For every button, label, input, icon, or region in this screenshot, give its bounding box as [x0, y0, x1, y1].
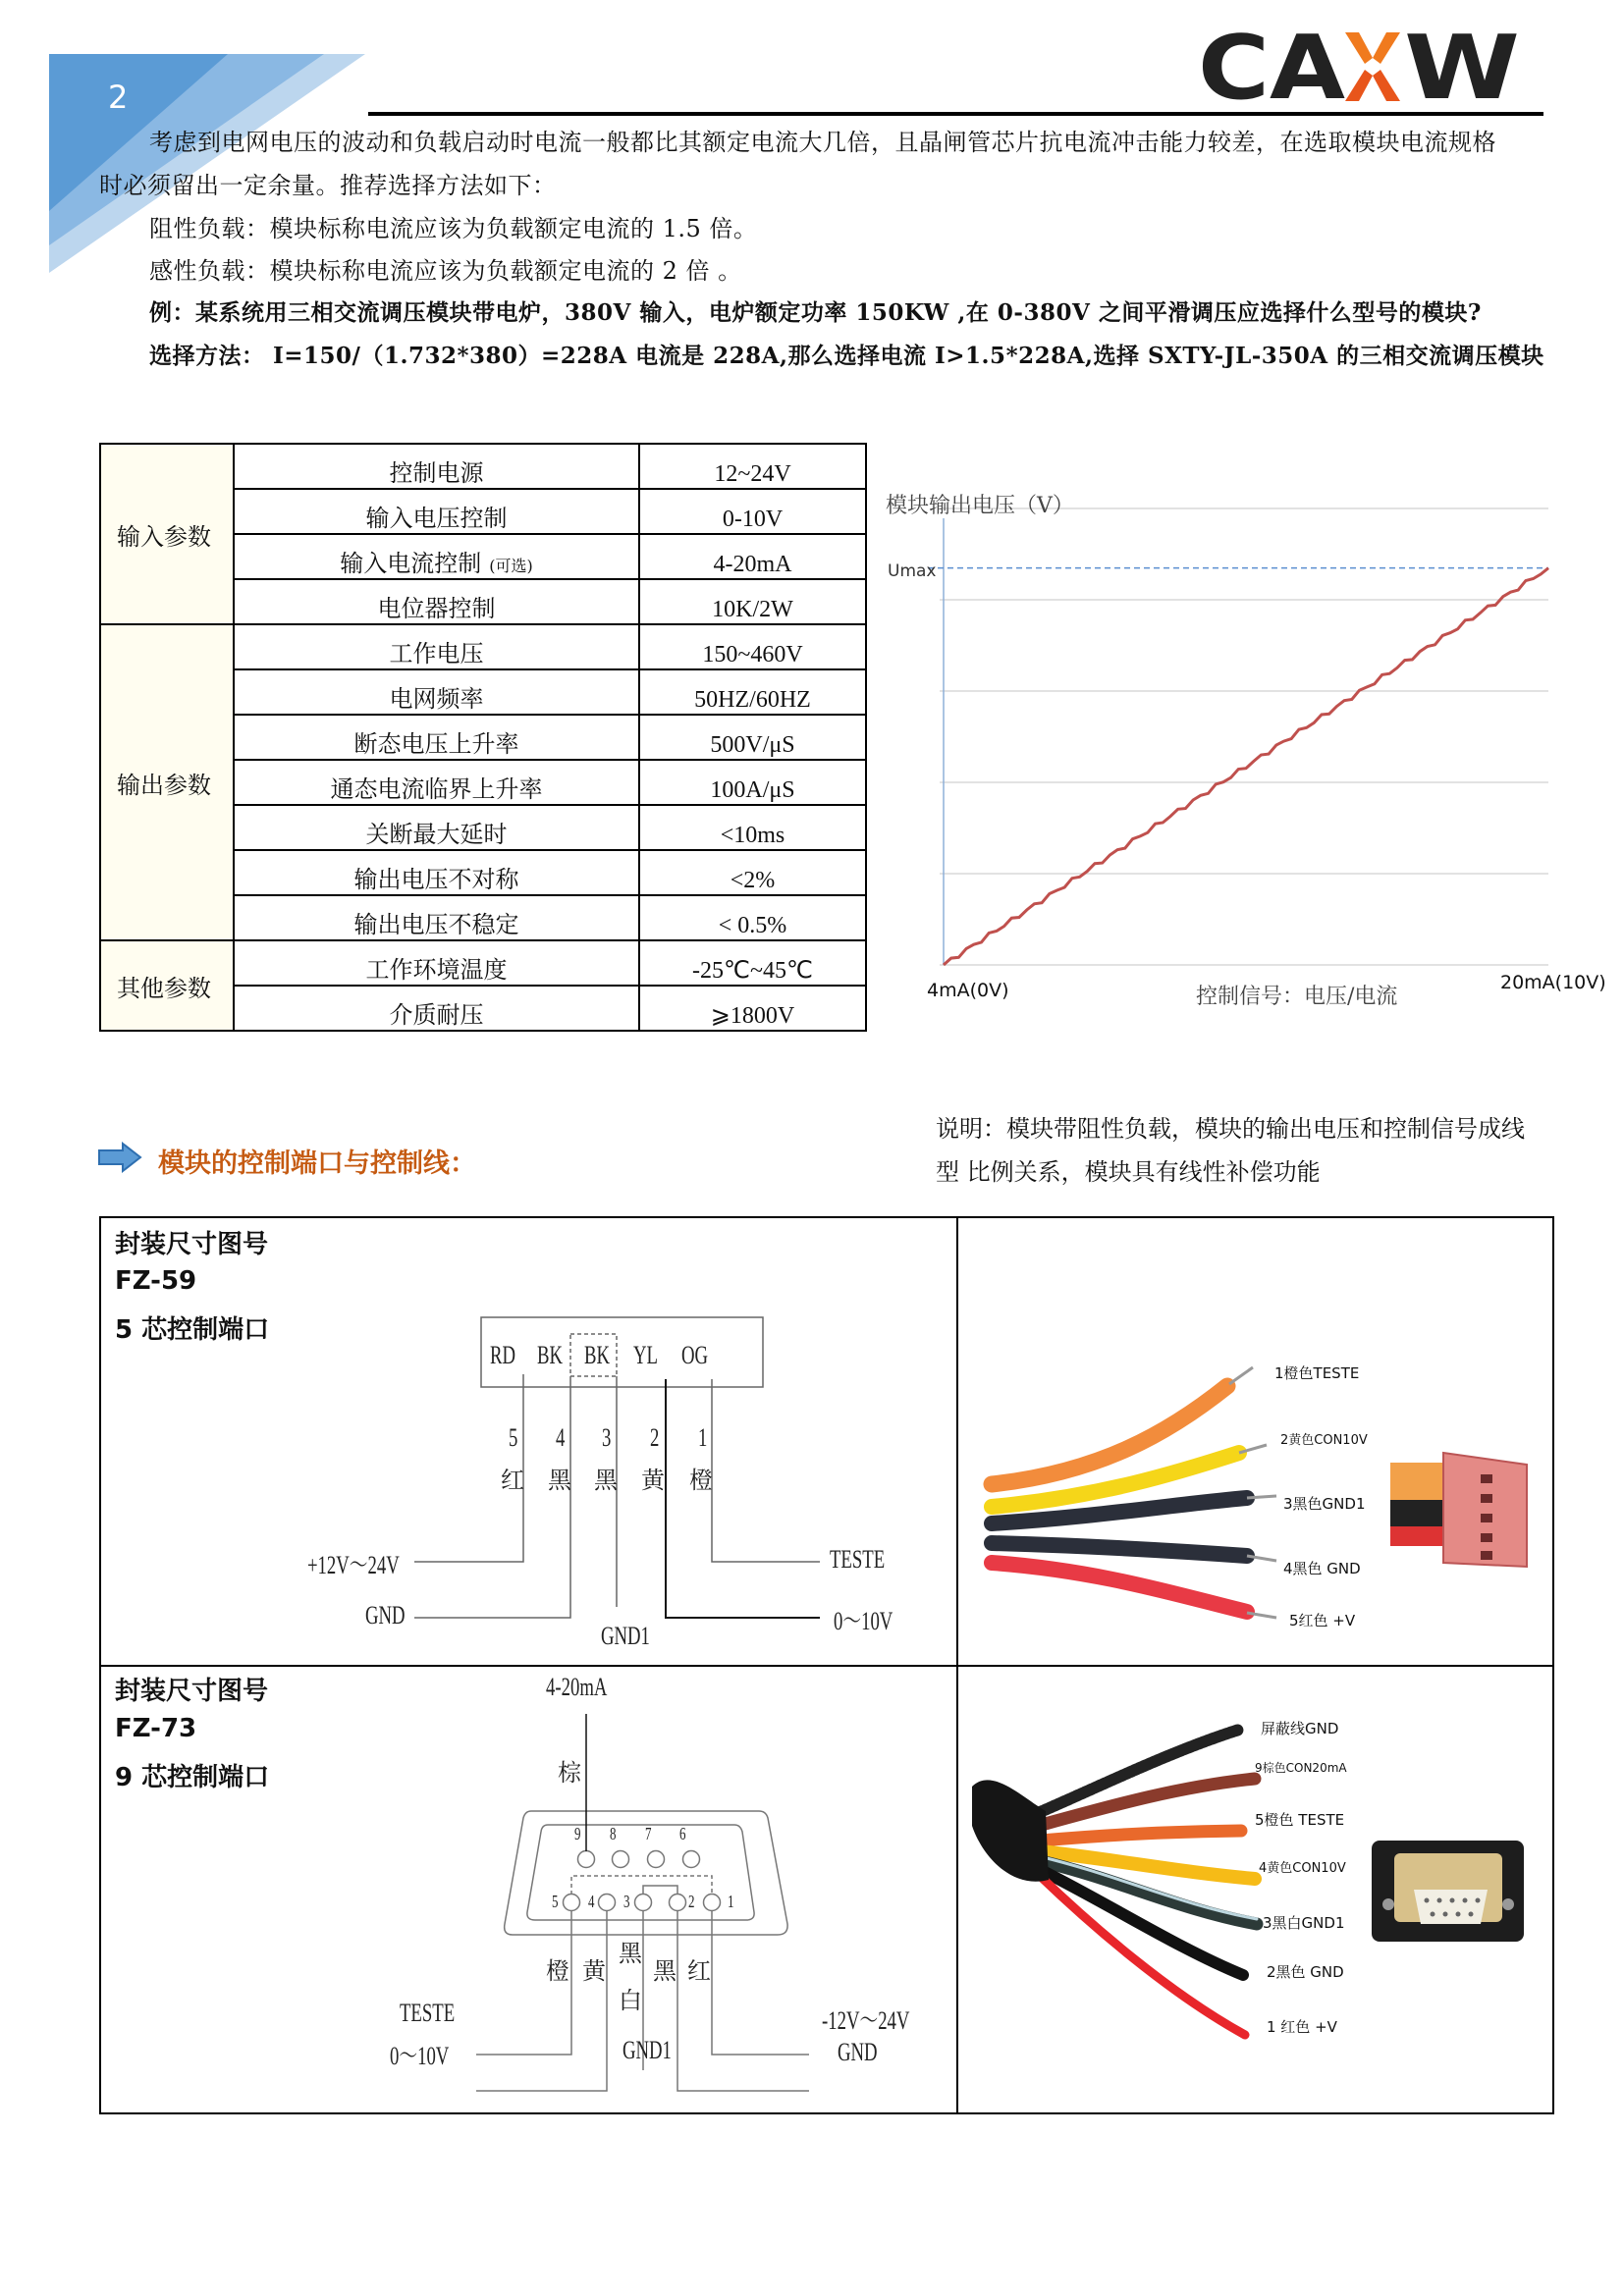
- package-model: FZ-59: [115, 1266, 197, 1296]
- spec-group-label: 输入参数: [100, 444, 234, 624]
- section-title: 模块的控制端口与控制线：: [158, 1148, 476, 1179]
- chart-x-end-label: 20mA(10V): [1500, 972, 1606, 993]
- spec-param-label: 工作环境温度: [365, 956, 508, 984]
- wire-color: 棕: [558, 1761, 581, 1787]
- pin-number: 3: [602, 1423, 612, 1452]
- ports-row-divider: [99, 1665, 1552, 1667]
- wire-code: RD: [490, 1341, 516, 1369]
- wire-label: 3黑色GND1: [1283, 1495, 1366, 1513]
- spec-param-label: 电网频率: [389, 685, 484, 713]
- spec-param-label: 输入电压控制: [365, 505, 508, 532]
- signal-gnd1: GND1: [623, 2036, 672, 2064]
- spec-param-label: 输入电流控制: [340, 550, 482, 577]
- spec-param-label: 关断最大延时: [365, 821, 508, 848]
- spec-param-value: <10ms: [639, 805, 866, 850]
- example-question: 例：某系统用三相交流调压模块带电炉，380V 输入，电炉额定功率 150KW ,在 0-380V 之间平滑调压应选择什么型号的模块?: [149, 299, 1482, 326]
- wire-code: BK: [584, 1341, 611, 1369]
- wire-label: 4黄色CON10V: [1259, 1861, 1346, 1876]
- chart-caption: 型 比例关系，模块具有线性补偿功能: [936, 1158, 1321, 1186]
- wire-color: 黄: [582, 1959, 606, 1985]
- wire-color: 黄: [641, 1468, 665, 1494]
- spec-param-value: <2%: [639, 850, 866, 895]
- wire-color: 红: [501, 1468, 524, 1494]
- signal-4-20ma: 4-20mA: [546, 1673, 608, 1701]
- pin-number: 9: [574, 1824, 581, 1843]
- package-title: 封装尺寸图号: [115, 1677, 269, 1706]
- signal-teste: TESTE: [400, 1999, 456, 2027]
- right-arrow-icon: [97, 1142, 144, 1173]
- example-method: 选择方法： I=150/（1.732*380）=228A 电流是 228A,那么选择电流 I>1.5*228A,选择 SXTY-JL-350A 的三相交流调压模块: [149, 343, 1544, 369]
- wire-label: 9棕色CON20mA: [1255, 1761, 1347, 1775]
- intro-line: 考虑到电网电压的波动和负载启动时电流一般都比其额定电流大几倍，且晶闸管芯片抗电流冲击能力较差，在选取模块电流规格: [149, 129, 1496, 156]
- spec-param-value: < 0.5%: [639, 895, 866, 940]
- pin-number: 4: [556, 1423, 566, 1452]
- svg-text:W: W: [1404, 25, 1520, 108]
- output-voltage-chart: [0, 0, 1624, 1080]
- pin-number: 1: [728, 1892, 734, 1911]
- wire-label: 1 红色 +V: [1267, 2018, 1337, 2036]
- wire-label: 4黑色 GND: [1283, 1560, 1361, 1577]
- intro-line: 感性负载：模块标称电流应该为负载额定电流的 2 倍 。: [149, 257, 742, 285]
- intro-line: 时必须留出一定余量。推荐选择方法如下：: [99, 172, 557, 199]
- spec-param-label: 工作电压: [389, 640, 484, 667]
- wire-label: 5橙色 TESTE: [1255, 1811, 1345, 1829]
- package-model: FZ-73: [115, 1714, 197, 1743]
- pin-number: 5: [552, 1892, 559, 1911]
- signal-ctrl: 0～10V: [834, 1607, 893, 1635]
- spec-param-value: 50HZ/60HZ: [639, 669, 866, 715]
- spec-param-value: 4-20mA: [639, 534, 866, 579]
- spec-param-value: 10K/2W: [639, 579, 866, 624]
- signal-gnd: GND: [838, 2038, 878, 2066]
- chart-caption: 说明：模块带阻性负载，模块的输出电压和控制信号成线: [936, 1115, 1525, 1143]
- chart-ylabel: 模块输出电压（V）: [886, 494, 1074, 518]
- signal-teste: TESTE: [830, 1545, 886, 1574]
- intro-line: 阻性负载：模块标称电流应该为负载额定电流的 1.5 倍。: [149, 215, 758, 242]
- wire-color: 黑: [619, 1942, 642, 1967]
- spec-param-value: 12~24V: [639, 444, 866, 489]
- wire-color: 黑: [548, 1468, 571, 1494]
- wire-label: 5红色 +V: [1289, 1612, 1356, 1629]
- port-count: 9 芯控制端口: [115, 1763, 270, 1792]
- signal-gnd1: GND1: [601, 1622, 650, 1650]
- spec-group-label: 其他参数: [100, 940, 234, 1031]
- wire-code: YL: [633, 1341, 658, 1369]
- pin-number: 8: [610, 1824, 617, 1843]
- signal-ctrl: 0～10V: [390, 2042, 450, 2070]
- spec-param-value: 150~460V: [639, 624, 866, 669]
- spec-param-label: 介质耐压: [389, 1001, 484, 1029]
- pin-number: 7: [645, 1824, 652, 1843]
- package-title: 封装尺寸图号: [115, 1230, 269, 1259]
- spec-param-value: 100A/μS: [639, 760, 866, 805]
- spec-param-label: 控制电源: [389, 459, 484, 487]
- spec-param-value: 500V/μS: [639, 715, 866, 760]
- wire-label: 1橙色TESTE: [1274, 1364, 1360, 1382]
- wire-color: 橙: [546, 1959, 569, 1985]
- pin-number: 4: [588, 1892, 595, 1911]
- wire-label: 2黑色 GND: [1267, 1963, 1344, 1981]
- wire-code: BK: [537, 1341, 564, 1369]
- pin-number: 2: [688, 1892, 695, 1911]
- umax-label: Umax: [888, 561, 937, 581]
- pin-number: 2: [650, 1423, 660, 1452]
- spec-param-label: 输出电压不稳定: [353, 911, 519, 938]
- spec-param-label: 通态电流临界上升率: [330, 775, 543, 803]
- wire-label: 2黄色CON10V: [1280, 1433, 1368, 1448]
- spec-param-label: 断态电压上升率: [353, 730, 519, 758]
- page-number: 2: [108, 79, 129, 116]
- wire-label: 3黑白GND1: [1263, 1914, 1345, 1932]
- pin-number: 6: [679, 1824, 686, 1843]
- spec-param-value: ⩾1800V: [639, 986, 866, 1031]
- wire-code: OG: [681, 1341, 709, 1369]
- signal-power: +12V～24V: [307, 1551, 400, 1579]
- spec-group-label: 输出参数: [100, 624, 234, 940]
- wire-color: 红: [687, 1959, 711, 1985]
- port-count: 5 芯控制端口: [115, 1315, 270, 1345]
- chart-x-start-label: 4mA(0V): [927, 980, 1009, 1001]
- wire-color: 白: [619, 1989, 642, 2014]
- spec-param-label: 电位器控制: [377, 595, 496, 622]
- signal-power: -12V～24V: [822, 2006, 910, 2035]
- pin-number: 3: [623, 1892, 630, 1911]
- spec-param-label: 输出电压不对称: [353, 866, 519, 893]
- spec-param-note: (可选): [489, 557, 533, 575]
- pin-number: 1: [698, 1423, 708, 1452]
- wire-color: 黑: [594, 1468, 618, 1494]
- wire-color: 黑: [653, 1959, 677, 1985]
- svg-text:CA: CA: [1198, 25, 1346, 108]
- wire-label: 屏蔽线GND: [1261, 1720, 1339, 1737]
- wire-color: 橙: [689, 1468, 713, 1494]
- spec-param-value: 0-10V: [639, 489, 866, 534]
- chart-series-line: [944, 568, 1548, 965]
- pin-number: 5: [509, 1423, 518, 1452]
- spec-param-value: -25℃~45℃: [639, 940, 866, 986]
- signal-gnd: GND: [365, 1601, 406, 1629]
- chart-xlabel: 控制信号：电压/电流: [1196, 985, 1398, 1009]
